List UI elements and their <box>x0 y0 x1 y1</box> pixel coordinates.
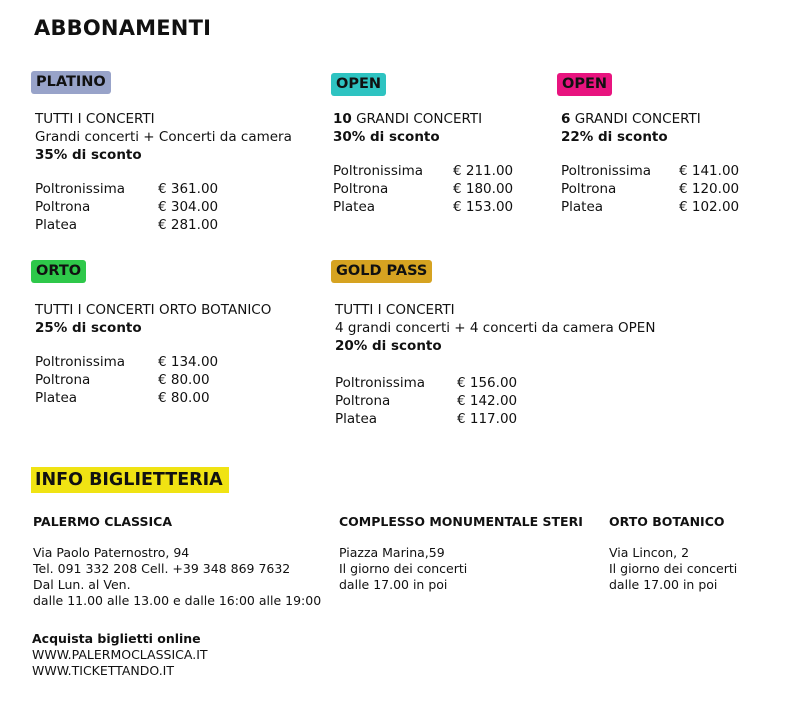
price-value: € 102.00 <box>679 199 740 215</box>
price-row <box>333 180 513 198</box>
open-6-title-text: GRANDI CONCERTI <box>570 111 701 127</box>
platino-subtitle: Grandi concerti + Concerti da camera <box>35 129 292 145</box>
price-value: € 80.00 <box>158 372 210 388</box>
venue-details <box>339 545 583 593</box>
price-row <box>335 392 655 410</box>
info-banner: INFO BIGLIETTERIA <box>31 467 229 493</box>
gold-title: TUTTI I CONCERTI <box>335 302 455 318</box>
open-10-title <box>333 110 513 128</box>
price-name: Poltrona <box>35 372 91 388</box>
open-10-title-number: 10 <box>333 111 352 127</box>
orto-prices <box>35 353 271 407</box>
venue-line: Tel. 091 332 208 Cell. +39 348 869 7632 <box>33 561 291 576</box>
gold-prices <box>335 374 655 428</box>
price-value: € 211.00 <box>453 163 514 179</box>
price-value: € 117.00 <box>457 411 518 427</box>
venue-line: Via Lincon, 2 <box>609 545 690 560</box>
gold-discount: 20% di sconto <box>335 338 442 354</box>
venue-line: Dal Lun. al Ven. <box>33 577 131 592</box>
price-row <box>35 216 292 234</box>
price-name: Platea <box>335 411 378 427</box>
badge-orto: ORTO <box>31 260 86 283</box>
badge-gold-pass: GOLD PASS <box>331 260 432 283</box>
orto-block <box>35 301 271 407</box>
venue-steri <box>339 514 583 593</box>
venue-line: dalle 11.00 alle 13.00 e dalle 16:00 alle 19:00 <box>33 593 322 608</box>
venue-line: Il giorno dei concerti <box>339 561 468 576</box>
price-row <box>35 389 271 407</box>
venue-line: dalle 17.00 in poi <box>339 577 448 592</box>
venue-title: COMPLESSO MONUMENTALE STERI <box>339 514 583 529</box>
price-value: € 361.00 <box>158 181 219 197</box>
venue-orto-botanico <box>609 514 737 593</box>
price-name: Platea <box>35 390 78 406</box>
online-link-tickettando[interactable]: WWW.TICKETTANDO.IT <box>32 663 174 678</box>
price-value: € 180.00 <box>453 181 514 197</box>
open-10-discount: 30% di sconto <box>333 129 440 145</box>
venue-details <box>609 545 737 593</box>
price-name: Poltrona <box>335 393 391 409</box>
price-value: € 304.00 <box>158 199 219 215</box>
platino-block <box>35 110 292 234</box>
price-name: Poltronissima <box>335 375 426 391</box>
price-name: Platea <box>333 199 376 215</box>
price-name: Poltrona <box>333 181 389 197</box>
platino-discount: 35% di sconto <box>35 147 142 163</box>
price-value: € 281.00 <box>158 217 219 233</box>
platino-title: TUTTI I CONCERTI <box>35 111 155 127</box>
venue-line: dalle 17.00 in poi <box>609 577 718 592</box>
price-row <box>561 162 739 180</box>
price-name: Poltronissima <box>35 181 126 197</box>
price-value: € 120.00 <box>679 181 740 197</box>
badge-open-6: OPEN <box>557 73 612 96</box>
open-6-prices <box>561 162 739 216</box>
orto-title: TUTTI I CONCERTI ORTO BOTANICO <box>35 302 272 318</box>
price-value: € 134.00 <box>158 354 219 370</box>
page-title: ABBONAMENTI <box>34 16 212 40</box>
badge-open-10: OPEN <box>331 73 386 96</box>
price-name: Poltrona <box>561 181 617 197</box>
price-row <box>333 162 513 180</box>
price-row <box>35 180 292 198</box>
platino-prices <box>35 180 292 234</box>
open-10-block <box>333 110 513 216</box>
price-name: Poltronissima <box>333 163 424 179</box>
online-title: Acquista biglietti online <box>32 631 201 646</box>
open-6-title <box>561 110 739 128</box>
open-6-discount: 22% di sconto <box>561 129 668 145</box>
venue-title: ORTO BOTANICO <box>609 514 725 529</box>
price-value: € 153.00 <box>453 199 514 215</box>
price-row <box>561 180 739 198</box>
gold-subtitle: 4 grandi concerti + 4 concerti da camera OPEN <box>335 320 656 336</box>
price-row <box>35 371 271 389</box>
price-value: € 156.00 <box>457 375 518 391</box>
open-10-prices <box>333 162 513 216</box>
online-purchase <box>32 631 208 679</box>
venue-line: Il giorno dei concerti <box>609 561 738 576</box>
price-value: € 142.00 <box>457 393 518 409</box>
price-row <box>335 410 655 428</box>
price-name: Platea <box>35 217 78 233</box>
price-row <box>335 374 655 392</box>
open-10-title-text: GRANDI CONCERTI <box>351 111 483 127</box>
price-name: Poltronissima <box>561 163 652 179</box>
venue-palermo-classica <box>33 514 321 609</box>
open-6-title-number: 6 <box>561 111 571 127</box>
orto-discount: 25% di sconto <box>35 320 142 336</box>
online-link-palermoclassica[interactable]: WWW.PALERMOCLASSICA.IT <box>32 647 208 662</box>
price-row <box>35 353 271 371</box>
gold-pass-block <box>335 301 655 428</box>
venue-line: Piazza Marina,59 <box>339 545 445 560</box>
venue-details <box>33 545 321 609</box>
price-row <box>333 198 513 216</box>
venue-title: PALERMO CLASSICA <box>33 514 172 529</box>
open-6-block <box>561 110 739 216</box>
price-row <box>561 198 739 216</box>
venue-line: Via Paolo Paternostro, 94 <box>33 545 190 560</box>
price-name: Poltrona <box>35 199 91 215</box>
price-name: Poltronissima <box>35 354 126 370</box>
price-value: € 80.00 <box>158 390 210 406</box>
badge-platino: PLATINO <box>31 71 111 94</box>
price-name: Platea <box>561 199 604 215</box>
price-row <box>35 198 292 216</box>
price-value: € 141.00 <box>679 163 740 179</box>
